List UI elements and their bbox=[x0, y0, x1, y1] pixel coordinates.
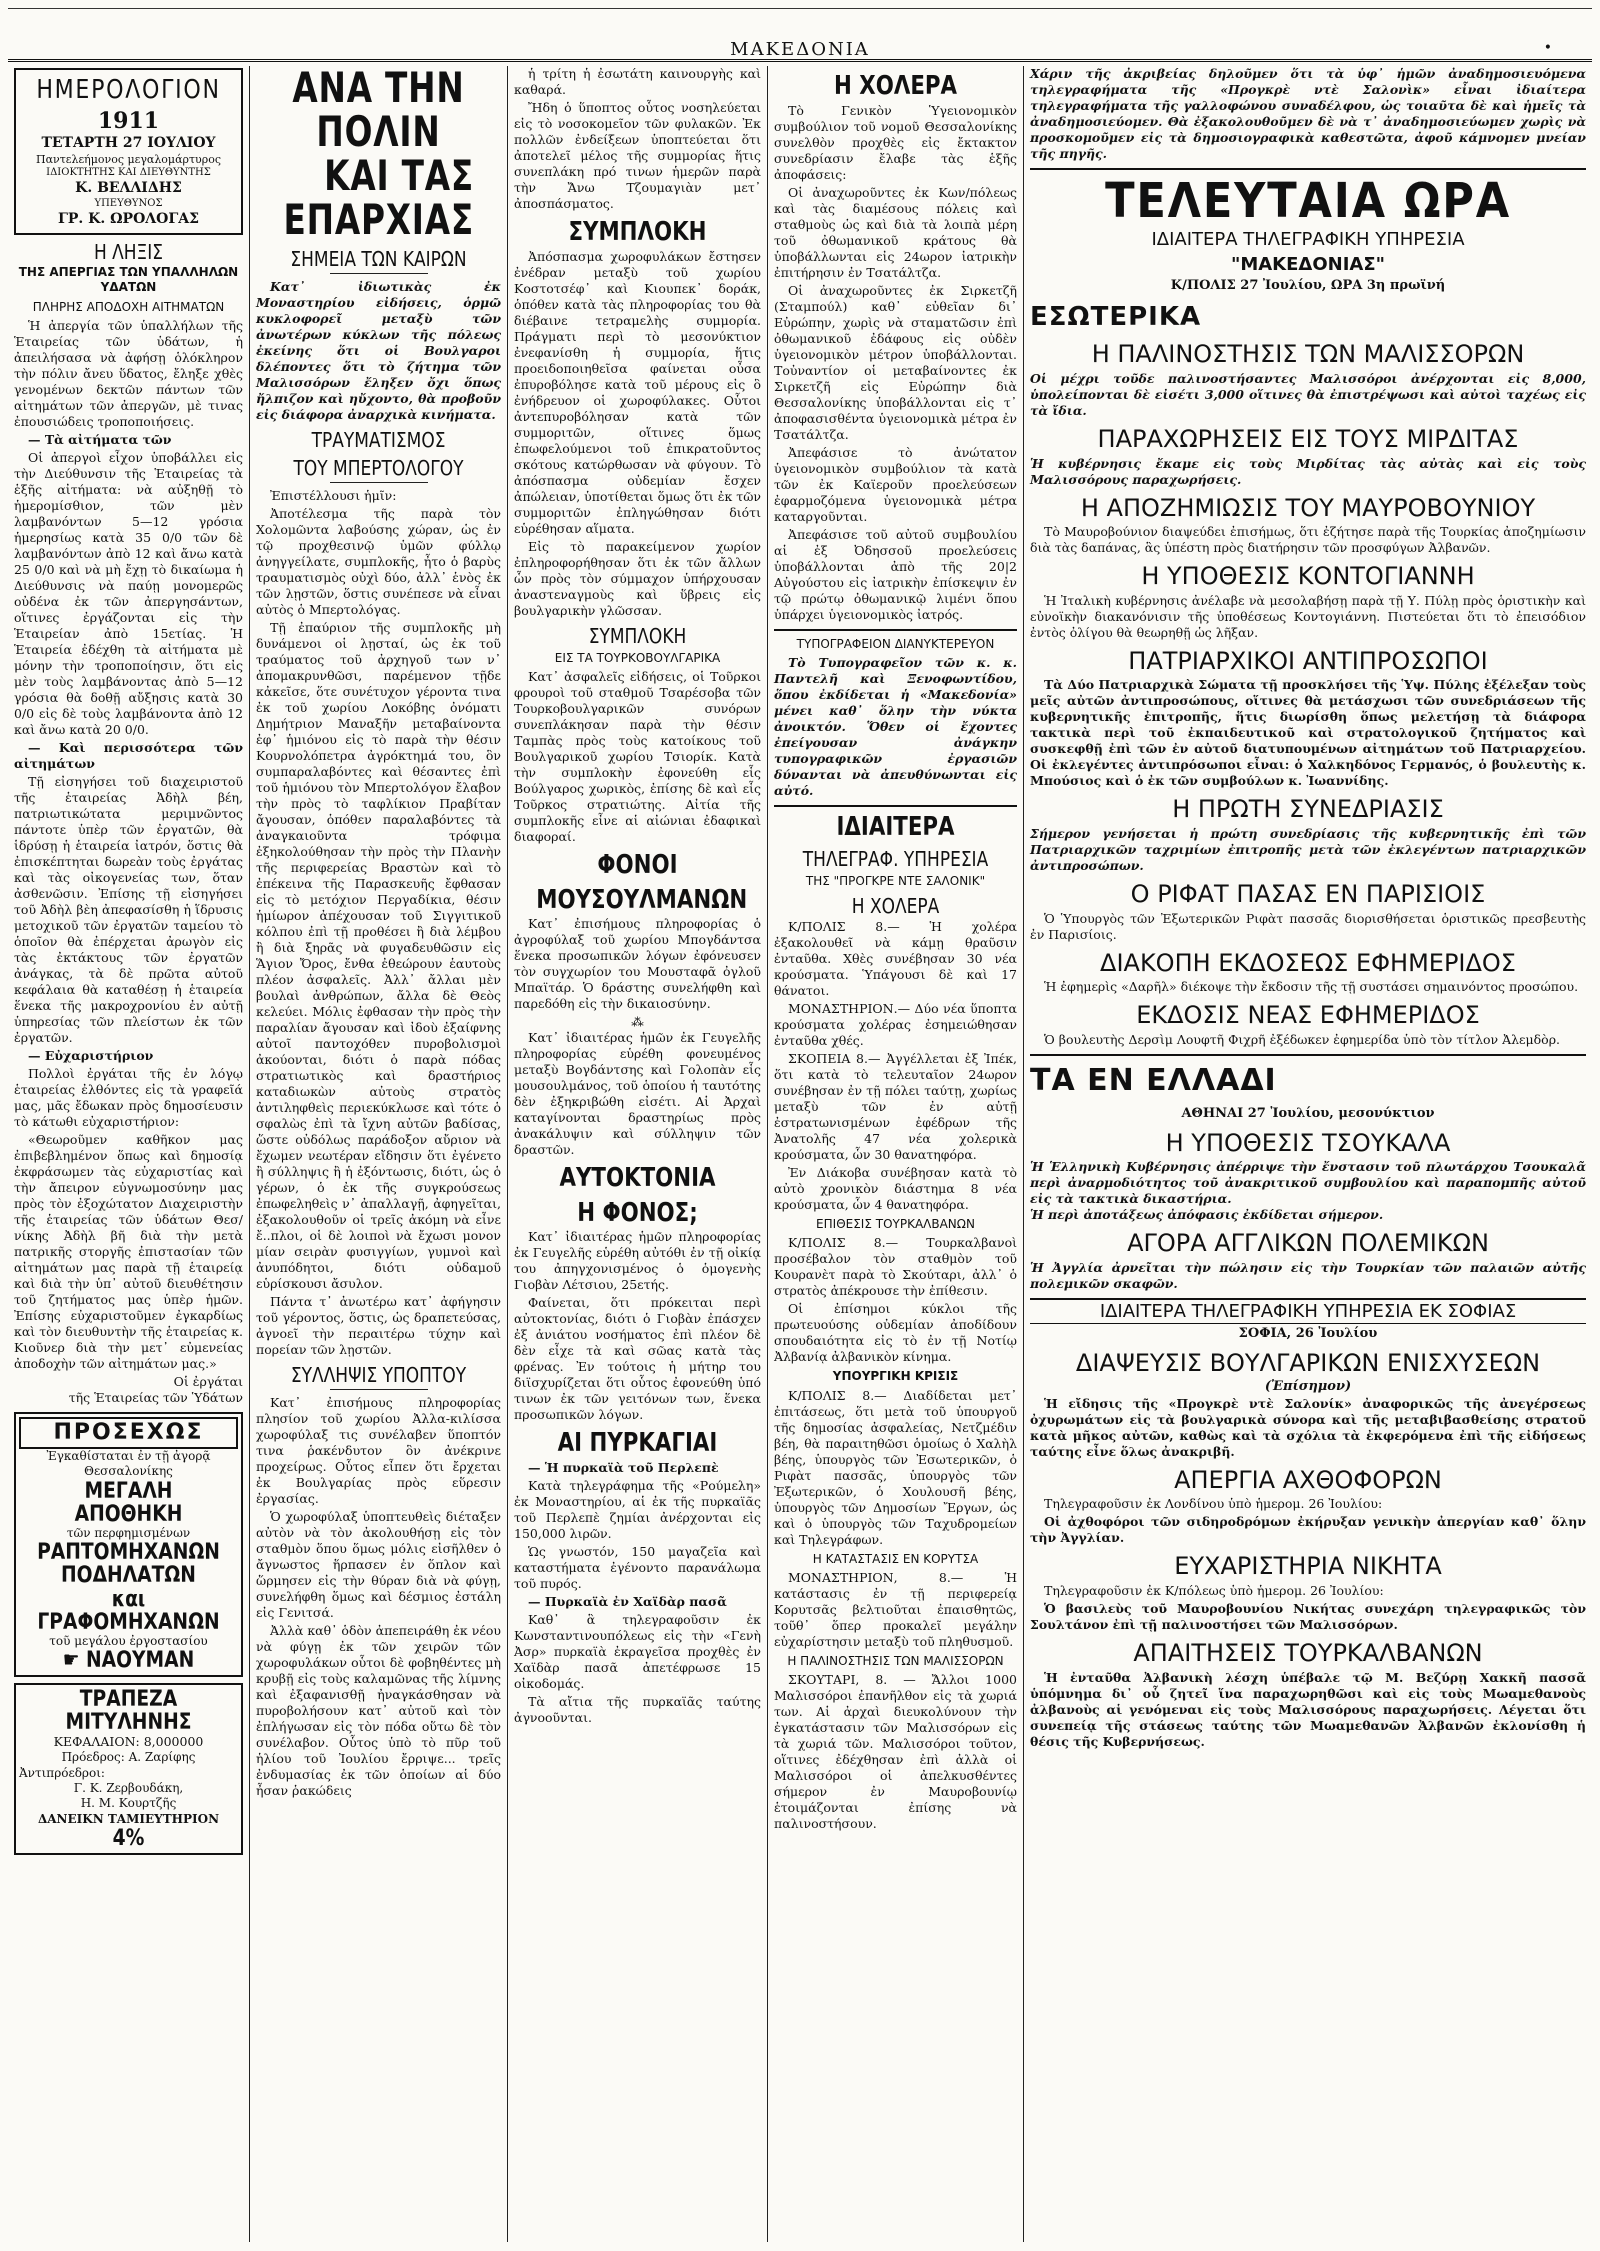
article-paragraph: Ἀλλὰ καθ᾿ ὁδὸν ἀπεπειράθη ἐκ νέου νὰ φύγῃ ἐκ τῶν χειρῶν τῶν χωροφυλάκων οὗτοι δὲ φοβηθέντες μὴ κρυβῇ εἰς τοὺς καλαμῶνας τῆς λίμνης καὶ ἐξαφανισθῇ ἠναγκάσθησαν νὰ πυροβολήσουν κατ᾿ αὐτοῦ καὶ τὸν ἐπλήγωσαν εἰς τὸν πόδα οὕτω δὲ τὸν συνέλαβον. Οὗτος ὑπὸ τὸ πῦρ τοῦ ἡλίου τοῦ Ἰουλίου ἔρριψε... τρεῖς ἐνδυμασίας ἐκ τῶν ὁποίων αἱ δύο ἦσαν ῥακώδεις bbox=[256, 1623, 501, 1799]
article-paragraph: Οἱ ἐπίσημοι κύκλοι τῆς πρωτευούσης οὐδεμίαν ἀποδίδουν σπουδαιότητα εἰς τὸ ἐν τῇ Νοτίῳ Ἀλβανίᾳ ἀλβανικὸν κίνημα. bbox=[774, 1301, 1017, 1365]
article-heading: ΕΥΧΑΡΙΣΤΗΡΙΑ ΝΙΚΗΤΑ bbox=[1174, 1552, 1442, 1581]
article-heading: ΙΔΙΑΙΤΕΡΑ bbox=[836, 811, 955, 842]
bank-advertisement bbox=[14, 1683, 243, 1855]
article-subheading: (Ἐπίσημον) bbox=[1264, 1379, 1352, 1395]
article-heading: ΤΟΥ ΜΠΕΡΤΟΛΟΓΟΥ bbox=[293, 456, 464, 481]
article-paragraph: Κατ᾿ ἰδιαιτέρας ἡμῶν ἐκ Γευγελῆς πληροφορίας εὑρέθη φονευμένος μεταξὺ Βογδάντσης καὶ Γολοπὰν εἷς μουσουλμάνος, τοῦ ὁποίου ἡ ταυτότης δὲν ἐξηκριβώθη εἰσέτι. Αἱ Ἀρχαὶ καταγίνονται δραστηρίως πρὸς ἀνακάλυψιν καὶ σύλληψιν τῶν δραστῶν. bbox=[514, 1030, 761, 1158]
article-paragraph: Κατὰ τηλεγράφημα τῆς «Ρούμελη» ἐκ Μοναστηρίου, αἱ ἐκ τῆς πυρκαϊᾶς τοῦ Περλεπὲ ζημίαι ἀνέρχονται εἰς 150,000 λιρῶν. bbox=[514, 1477, 761, 1541]
article-paragraph: ΜΟΝΑΣΤΗΡΙΟΝ, 8.— Ἡ κατάστασις ἐν τῇ περιφερείᾳ Κορυτσᾶς βελτιοῦται ἐπαισθητῶς, τοῦθ᾿ ὅπερ προκαλεῖ μεγάλην εὐχαρίστησιν μεταξὺ τοῦ πληθυσμοῦ. bbox=[774, 1569, 1017, 1649]
article-heading: ΠΑΡΑΧΩΡΗΣΕΙΣ ΕΙΣ ΤΟΥΣ ΜΙΡΔΙΤΑΣ bbox=[1097, 424, 1519, 453]
calendar-box bbox=[14, 68, 243, 235]
article-paragraph: Τὰ Δύο Πατριαρχικὰ Σώματα τῇ προσκλήσει τῆς Ὑψ. Πύλης ἐξέλεξαν τοὺς μεῖς αὐτῶν ἀντιπροσώπους, οἵτινες θὰ μετάσχωσι τῶν συνεδριάσεων τῆς κυβερνητικῆς ἐπιτροπῆς, ἥτις διωρίσθη ὅπως μελετήσῃ τὰ διάφορα τακτικὰ περὶ τοῦ ἐκπαιδευτικοῦ καὶ στρατολογικοῦ ζητήματος καὶ συσκεφθῇ ἐπὶ τῶν ἐν αὐτοῦ διατυπουμένων αἰτημάτων τοῦ Πατριαρχείου. Οἱ ἐκλεγέντες ἀντιπρόσωποι εἶναι: ὁ Χαλκηδόνος Γερμανός, ὁ βουλευτὴς κ. Μπούσιος καὶ ὁ ἐκ τῶν συμβούλων κ. Ἰωαννίδης. bbox=[1030, 677, 1586, 789]
column-1 bbox=[8, 66, 250, 2242]
article-heading: Η ΧΟΛΕΡΑ bbox=[833, 71, 958, 101]
calendar-saint: Παντελεήμονος μεγαλομάρτυρος bbox=[35, 153, 221, 167]
article-heading: Η ΧΟΛΕΡΑ bbox=[851, 893, 940, 918]
article-paragraph: Τὸ Τυπογραφεῖον τῶν κ. κ. Παντελῆ καὶ Ξενοφωντίδου, ὅπου ἐκδίδεται ἡ «Μακεδονία» μένει καθ᾿ ὅλην τὴν νύκτα ἀνοικτόν. Ὅθεν οἱ ἔχοντες ἐπείγουσαν ἀνάγκην τυπογραφικῶν ἐργασιῶν δύνανται νὰ ἀπευθύνωνται εἰς αὐτό. bbox=[774, 654, 1017, 798]
article-paragraph: Ἡ ἀπεργία τῶν ὑπαλλήλων τῆς Ἑταιρείας τῶν ὑδάτων, ἡ ἀπειλήσασα νὰ ἀφήσῃ ὁλόκληρον τὴν πόλιν ἄνευ ὕδατος, ἔληξε χθὲς γενομένων δεκτῶν πάντων τῶν αἰτημάτων τῶν ἀπεργῶν, μὲ τινας ἐπουσιώδεις τροποποιήσεις. bbox=[14, 317, 243, 429]
article-paragraph: Φαίνεται, ὅτι πρόκειται περὶ αὐτοκτονίας, διότι ὁ Γιοβὰν ἐπάσχεν ἐξ ἀνιάτου νοσήματος ἐπὶ πλέον δὲ δὲν εἶχε τὰ καὶ σῶας κατὰ τὰς φρένας. Ἐν τούτοις ἡ μήτηρ του διϊσχυρίζεται ὅτι οὗτος ἐφονεύθη ὑπό τινων ἐκ τῶν γειτόνων των, ἕνεκα προσωπικῶν λόγων. bbox=[514, 1295, 761, 1423]
section-subheading: — Εὐχαριστήριον bbox=[28, 1047, 154, 1063]
article-heading: ΜΟΥΣΟΥΛΜΑΝΩΝ bbox=[536, 884, 748, 915]
column-4 bbox=[768, 66, 1024, 2242]
bank-savings: ΔΑΝΕΙΚΝ ΤΑΜΙΕΥΤΗΡΙΟΝ bbox=[37, 1811, 220, 1826]
article-subheading: ΤΗΣ ΑΠΕΡΓΙΑΣ ΤΩΝ ΥΠΑΛΛΗΛΩΝ ΥΔΑΤΩΝ bbox=[18, 264, 239, 295]
ad-line: ☛ ΝΑΟΥΜΑΝ bbox=[62, 1648, 195, 1674]
ad-line: και ΓΡΑΦΟΜΗΧΑΝΩΝ bbox=[37, 1586, 220, 1635]
section-subheading: — Τὰ αἰτήματα τῶν bbox=[28, 431, 172, 447]
ad-heading: ΠΡΟΣΕΧΩΣ bbox=[19, 1417, 238, 1449]
article-paragraph: Κατ᾿ ἐπισήμους πληροφορίας πλησίον τοῦ χωρίου Ἀλλα-κιλίσσα χωροφύλαξ τις συνέλαβεν ὕποπτόν τινα ῥακένδυτον ὃν ἀνέκρινε προχείρως. Οὗτος εἶπεν ὅτι ἔρχεται ἐκ Βουλγαρίας πρὸς εὕρεσιν ἐργασίας. bbox=[256, 1395, 501, 1507]
divider bbox=[1030, 168, 1586, 170]
column-2 bbox=[250, 66, 508, 2242]
article-paragraph: ΜΟΝΑΣΤΗΡΙΟΝ.— Δύο νέα ὕποπτα κρούσματα χολέρας ἐσημειώθησαν ἐνταῦθα χθές. bbox=[774, 1000, 1017, 1048]
article-heading: ΕΠΙΘΕΣΙΣ ΤΟΥΡΚΑΛΒΑΝΩΝ bbox=[816, 1216, 975, 1231]
article-paragraph: Ἡ Ἰταλικὴ κυβέρνησις ἀνέλαβε νὰ μεσολαβήσῃ παρὰ τῇ Υ. Πύλῃ πρὸς ὁριστικὴν καὶ εὐνοϊκὴν διακανόνισιν τῆς ὑποθέσεως Κοντογιάννη. Πιστεύεται ὅτι τὸ ἐπεισόδιον ἐντὸς ὀλίγου θὰ θεωρηθῇ ὡς λῆξαν. bbox=[1030, 592, 1586, 640]
article-paragraph: Πάντα τ᾿ ἀνωτέρω κατ᾿ ἀφήγησιν τοῦ γέροντος, ὅστις, ὡς δραπετεύσας, ἀγνοεῖ τὴν περαιτέρω τύχην καὶ πορείαν τῶν λῃστῶν. bbox=[256, 1294, 501, 1358]
signature: τῆς Ἑταιρείας τῶν Ὑδάτων bbox=[68, 1389, 243, 1405]
article-heading: ΣΥΜΠΛΟΚΗ bbox=[588, 623, 687, 648]
article-heading: ΑΠΑΙΤΗΣΕΙΣ ΤΟΥΡΚΑΛΒΑΝΩΝ bbox=[1133, 1638, 1483, 1667]
article-heading: ΣΥΜΠΛΟΚΗ bbox=[568, 217, 707, 247]
corner-mark: • bbox=[1543, 40, 1552, 56]
ad-line: ΡΑΠΤΟΜΗΧΑΝΩΝ bbox=[37, 1540, 220, 1566]
article-heading: ΣΥΛΛΗΨΙΣ ΥΠΟΠΤΟΥ bbox=[290, 1363, 467, 1388]
article-paragraph: Σήμερον γενήσεται ἡ πρώτη συνεδρίασις τῆς κυβερνητικῆς ἐπὶ τῶν Πατριαρχικῶν ταχριμίων ἐπιτροπῆς μετὰ τῶν ἐκλεγέντων πατριαρχικῶν ἀντιπροσώπων. bbox=[1030, 825, 1586, 873]
article-heading: Η ΠΑΛΙΝΟΣΤΗΣΙΣ ΤΩΝ ΜΑΛΙΣΣΟΡΩΝ bbox=[1091, 340, 1525, 369]
article-paragraph: ΣΚΟΠΕΙΑ 8.— Ἀγγέλλεται ἐξ Ἰπέκ, ὅτι κατὰ τὸ τελευταῖον 24ωρον συνέβησαν ἐν τῇ πόλει ταύτῃ, χωρίως μεταξὺ τῶν ἐν αὐτῇ ἐστρατωνισμένων ἐφέδρων τῆς Ἀνατολῆς 47 νέα χολερικὰ κρούσματα, ὧν 30 θανατηφόρα. bbox=[774, 1050, 1017, 1162]
article-paragraph: Τὰ αἴτια τῆς πυρκαϊᾶς ταύτης ἀγνοοῦνται. bbox=[514, 1693, 761, 1725]
divider bbox=[1030, 1054, 1586, 1056]
separator-stars: ⁂ bbox=[631, 1014, 644, 1030]
article-paragraph: Ἐν Διάκοβα συνέβησαν κατὰ τὸ αὐτὸ χρονικὸν διάστημα 8 νέα κρούσματα, ὧν 4 θανατηφόρα. bbox=[774, 1164, 1017, 1212]
bank-vp-label: Ἀντιπρόεδροι: bbox=[19, 1765, 105, 1780]
article-heading: Ο ΡΙΦΑΤ ΠΑΣΑΣ ΕΝ ΠΑΡΙΣΙΟΙΣ bbox=[1130, 879, 1486, 908]
editorial-note: Χάριν τῆς ἀκριβείας δηλοῦμεν ὅτι τὰ ὑφ᾿ ἡμῶν ἀναδημοσιευόμενα τηλεγραφήματα τῆς «Προγκρὲ ντὲ Σαλονὶκ» εἶναι ἰδιαίτερα τηλεγραφήματα τῆς γαλλοφώνου συναδέλφου, ὡς τοιαῦτα δὲ καὶ ἡμεῖς τὰ ἀναδημοσιεύομεν. Θὰ ἐξακολουθοῦμεν δὲ νὰ τ᾿ ἀναδημοσιεύωμεν χωρὶς νὰ προσκομοῦμεν εἰς τὰ δημοσιογραφικὰ καθεστῶτα, ἀφοῦ κάμνομεν μνείαν τῆς πηγῆς. bbox=[1030, 66, 1586, 161]
divider bbox=[774, 629, 1017, 631]
article-paragraph: Ἡ Ἑλληνικὴ Κυβέρνησις ἀπέρριψε τὴν ἔνστασιν τοῦ πλωτάρχου Τσουκαλᾶ περὶ ἀναρμοδιότητος τοῦ ἀνακριτικοῦ συμβουλίου καὶ παραπομπῆς αὐτοῦ εἰς τὰ τακτικὰ δικαστήρια. bbox=[1030, 1159, 1586, 1207]
article-heading: Η ΥΠΟΘΕΣΙΣ ΤΣΟΥΚΑΛΑ bbox=[1165, 1128, 1451, 1157]
article-paragraph: Ὁ Ὑπουργὸς τῶν Ἐξωτερικῶν Ριφὰτ πασσᾶς διορισθήσεται ὁριστικῶς πρεσβευτὴς ἐν Παρισίοις. bbox=[1030, 910, 1586, 942]
article-paragraph: Ὡς γνωστόν, 150 μαγαζεῖα καὶ καταστήματα ἐγένοντο παρανάλωμα τοῦ πυρός. bbox=[514, 1543, 761, 1591]
bank-vp: Γ. Κ. Ζερβουδάκη, bbox=[73, 1781, 184, 1796]
divider bbox=[774, 805, 1017, 807]
article-heading: ΕΚΔΟΣΙΣ ΝΕΑΣ ΕΦΗΜΕΡΙΔΟΣ bbox=[1136, 1001, 1480, 1030]
bank-capital: ΚΕΦΑΛΑΙΟΝ: 8,000000 bbox=[53, 1734, 204, 1750]
bank-president: Πρόεδρος: Α. Ζαρίφης bbox=[61, 1750, 196, 1765]
article-paragraph: Κ/ΠΟΛΙΣ 8.— Διαδίδεται μετ᾿ ἐπιτάσεως, ὅτι μετὰ τοῦ ὑπουργοῦ τῆς δημοσίας ἀσφαλείας, Νετζμέδιν βέη, θὰ παραιτηθῶσι ὁμοίως ὁ Χαλὴλ βέης, ὑπουργὸς τῶν Ἐσωτερικῶν, ὁ Ριφὰτ πασσᾶς, ὑπουργὸς τῶν Ἐξωτερικῶν, ὁ Χουλουσῆ βέης, ὑπουργὸς τῶν Δημοσίων Ἔργων, ὡς καὶ ὁ ὑπουργὸς τῶν Ταχυδρομείων καὶ Τηλεγράφων. bbox=[774, 1387, 1017, 1547]
newspaper-title: ΜΑΚΕΔΟΝΙΑ bbox=[730, 39, 870, 60]
article-paragraph: Ἡ εἴδησις τῆς «Προγκρὲ ντὲ Σαλονίκ» ἀναφορικῶς τῆς ἀνεγέρσεως ὀχυρωμάτων εἰς τὰ βουλγαρικὰ σύνορα καὶ τῆς μεταβιβασθείσης στρατοῦ κατὰ μῆκος αὐτῶν, καθὼς καὶ τὰ σχόλια τὰ ἐκφερόμενα ἐπὶ τῆς εἰδήσεως ταύτης εἶνε ὅλως ἀνακριβῆ. bbox=[1030, 1395, 1586, 1459]
responsible-name: ΓΡ. Κ. ΩΡΟΛΟΓΑΣ bbox=[57, 210, 200, 227]
article-paragraph: Εἰς τὸ παρακείμενον χωρίον ἐπληροφορήθησαν ὅτι ἐκ τῶν ἄλλων ὧν πρὸς τὸν σύμμαχον ὑπήρχουσαν ἀναστεναγμοὺς καὶ ὕβρεις εἰς βουλγαρικὴν γλῶσσαν. bbox=[514, 538, 761, 618]
article-heading: ΣΗΜΕΙΑ ΤΩΝ ΚΑΙΡΩΝ bbox=[290, 247, 467, 272]
ad-line: ΜΕΓΑΛΗ ΑΠΟΘΗΚΗ bbox=[74, 1478, 183, 1527]
article-paragraph: Ἡ ἐνταῦθα Ἀλβανικὴ λέσχη ὑπέβαλε τῷ Μ. Βεζύρῃ Χακκῆ πασσᾶ ὑπόμνημα δι᾿ οὗ ζητεῖ ἵνα παραχωρηθῶσι καὶ εἰς τοὺς Μωαμεθανοὺς ἀλβανοὺς αἱ γενόμεναι εἰς τοὺς Μαλισσόρους παραχωρήσεις. Λέγεται ὅτι συνεπείᾳ τῆς στάσεως ταύτης τῶν Μωαμεθανῶν Ἀλβανῶν ἐκλονίσθη ἡ θέσις τῆς Κυβερνήσεως. bbox=[1030, 1669, 1586, 1749]
article-heading: ΔΙΑΚΟΠΗ ΕΚΔΟΣΕΩΣ ΕΦΗΜΕΡΙΔΟΣ bbox=[1100, 948, 1516, 977]
article-paragraph: Οἱ ἀναχωροῦντες ἐκ Κων/πόλεως καὶ τὰς διαμέσους πόλεις καὶ σταθμοὺς ὡς καὶ διὰ τὰ λοιπὰ μέρη τοῦ ὀθωμανικοῦ κράτους θὰ ὑποβάλλωνται εἰς 24ωρον ἰατρικὴν ἐπιτήρησιν ἐν Τσατάλτζα. bbox=[774, 184, 1017, 280]
article-heading: ΑΥΤΟΚΤΟΝΙΑ bbox=[559, 1163, 716, 1194]
article-paragraph: Τῇ εἰσηγήσει τοῦ διαχειριστοῦ τῆς ἑταιρείας Ἀδὴλ βέη, πατριωτικώτατα μεριμνῶντος πάντοτε ὑπὲρ τῶν ἐργατῶν, θὰ ἱδρύσῃ ἡ ἑταιρεία ἰατρόν, ὅστις θὰ ἐπισκέπτηται δωρεὰν τοὺς ἐργάτας καὶ τὰς οἰκογενείας των, ὅταν ἀσθενῶσιν. Ἐπίσης τῇ εἰσηγήσει τοῦ Ἀδὴλ βὲη ἀπεφασίσθη ἡ ἵδρυσις μετοχικοῦ τῶν ἐργατῶν ταμείου τὸ ὁποῖον θὰ ἐπέρχεται ἀρωγὸν εἰς τὰς ἐκτάκτους τῶν ἐργατῶν ἀνάγκας, τὰ δὲ πρῶτα αὐτοῦ κεφάλαια θὰ καταθέσῃ ἡ ἑταιρεία ἕνεκα τῆς μακροχρονίου ἐν αὐτῇ ὑπηρεσίας τῶν πλείστων ἐκ τῶν ἐργατῶν. bbox=[14, 773, 243, 1045]
section-subheading: — Ἡ πυρκαϊὰ τοῦ Περλεπὲ bbox=[528, 1459, 719, 1475]
article-heading: ΤΥΠΟΓΡΑΦΕΙΟΝ ΔΙΑΝΥΚΤΕΡΕΥΟΝ bbox=[796, 636, 995, 651]
article-paragraph: ΣΚΟΥΤΑΡΙ, 8. — Ἄλλοι 1000 Μαλισσόροι ἐπανῆλθον εἰς τὰ χωριά των. Αἱ ἀρχαὶ διευκολύνουν τὴν ἐγκατάστασιν τῶν Μαλισσόρων εἰς τὰ χωριά τῶν. Μαλισσόροι τοῦτον, οἵτινες ἐδέχθησαν ἐπὶ ἀλλὰ οἱ Μαλισσόροι οἱ ἀπελκυσθέντες σήμερον ἐν Μαυροβουνίῳ ἑτοιμάζονται ἐπίσης νὰ παλινοστήσουν. bbox=[774, 1672, 1017, 1832]
article-heading: ΠΑΤΡΙΑΡΧΙΚΟΙ ΑΝΤΙΠΡΟΣΩΠΟΙ bbox=[1128, 646, 1488, 675]
column-3 bbox=[508, 66, 768, 2242]
section-heading: ΤΑ ΕΝ ΕΛΛΑΔΙ bbox=[1030, 1062, 1277, 1098]
article-paragraph: Ἐπιστέλλουσι ἡμῖν: bbox=[270, 488, 397, 504]
article-paragraph: Κ/ΠΟΛΙΣ 8.— Ἡ χολέρα ἐξακολουθεῖ νὰ κάμῃ θραῦσιν ἐνταῦθα. Χθὲς συνέβησαν 30 νέα κρούσματα. Ὑπάγουσι δὲ καὶ 17 θάνατοι. bbox=[774, 918, 1017, 998]
dateline: ΣΟΦΙΑ, 26 Ἰουλίου bbox=[1238, 1325, 1378, 1341]
section-subheading: — Καὶ περισσότερα τῶν αἰτημάτων bbox=[14, 739, 243, 771]
top-rule bbox=[8, 8, 1592, 9]
signature: Οἱ ἐργάται bbox=[173, 1373, 243, 1389]
owner-name: Κ. ΒΕΛΛΙΔΗΣ bbox=[75, 180, 182, 197]
owner-label: ΙΔΙΟΚΤΗΤΗΣ ΚΑΙ ΔΙΕΥΘΥΝΤΗΣ bbox=[46, 167, 211, 179]
article-subheading: ΠΛΗΡΗΣ ΑΠΟΔΟΧΗ ΑΙΤΗΜΑΤΩΝ bbox=[32, 299, 225, 314]
bank-vp: Η. Μ. Κουρτζῆς bbox=[80, 1796, 177, 1811]
article-paragraph: Κατ᾿ ἐπισήμους πληροφορίας ὁ ἀγροφύλαξ τοῦ χωρίου Μπογδάντσα ἕνεκα προσωπικῶν λόγων ἐφόνευσεν τὸν συγχωρίον του Μουσταφᾶ ὀγλοῦ Μπαϊτάρ. Ὁ δράστης συνελήφθη καὶ παρεδόθη εἰς τὴν δικαιοσύνην. bbox=[514, 916, 761, 1012]
calendar-year: 1911 bbox=[97, 108, 160, 135]
section-heading: ΕΣΩΤΕΡΙΚΑ bbox=[1030, 302, 1202, 333]
article-paragraph: Οἱ ἀχθοφόροι τῶν σιδηροδρόμων ἐκήρυξαν γενικὴν ἀπεργίαν καθ᾿ ὅλην τὴν Ἀγγλίαν. bbox=[1030, 1514, 1586, 1546]
article-heading: ΔΙΑΨΕΥΣΙΣ ΒΟΥΛΓΑΡΙΚΩΝ ΕΝΙΣΧΥΣΕΩΝ bbox=[1075, 1348, 1541, 1377]
article-subheading: ΕΙΣ ΤΑ ΤΟΥΡΚΟΒΟΥΛΓΑΡΙΚΑ bbox=[554, 650, 721, 665]
article-heading: ΥΠΟΥΡΓΙΚΗ ΚΡΙΣΙΣ bbox=[832, 1369, 959, 1384]
article-paragraph: Ὁ χωροφύλαξ ὑποπτευθεὶς διέταξεν αὐτὸν νὰ τὸν ἀκολουθήσῃ εἰς τὸν σταθμὸν ὅπου ὅμως μόλις εἰσῆλθεν ὁ ἄγνωστος ἥρπασεν ἐν ὅπλον καὶ ὥρμησεν εἰς τὴν θύραν διὰ νὰ φύγῃ, συνελήφθη ὅμως καὶ δέσμιος ἐστάλη εἰς Γενιτσά. bbox=[256, 1509, 501, 1621]
article-heading: ΤΗΛΕΓΡΑΦ. ΥΠΗΡΕΣΙΑ bbox=[802, 846, 989, 871]
article-paragraph: Ἀπεφάσισε τοῦ αὐτοῦ συμβουλίου αἱ ἐξ Ὀδησσοῦ προελεύσεις ὑποβάλλονται ἀπὸ τῆς 20|2 Αὐγούστου εἰς ἰατρικὴν ἐπίσκεψιν ἐν τῷ πρώτῳ ὀθωμανικῷ λιμένι ὅπου ὑπάρχει ὑγειονομικὸς ἰατρός. bbox=[774, 526, 1017, 622]
article-paragraph: Οἱ ἀναχωροῦντες ἐκ Σιρκετζῆ (Σταμπούλ) καθ᾿ εὐθεῖαν δι᾿ Εὐρώπην, χωρὶς νὰ σταματῶσιν ἐπὶ ὀθωμανικοῦ ἐδάφους εἰς οὐδὲν ὑγειονομικὸν μέτρον ὑποβάλλονται. Τοὐναντίον οἱ μεταβαίνοντες ἐκ Σιρκετζῆ εἰς Εὐρώπην διὰ Θεσσαλονίκης ὑποβάλλονται εἰς τ᾿ ἀποφασισθέντα ὑγειονομικὰ μέτρα ἐν Τσατάλτζα. bbox=[774, 282, 1017, 442]
article-paragraph: Ἀποτέλεσμα τῆς παρὰ τὸν Χολομῶντα λαβούσης χώραν, ὡς ἐν τῷ προχθεσινῷ ὑμῶν φύλλῳ ἀνηγγείλατε, συμπλοκῆς, ἦτο ὁ βαρὺς τραυματισμὸς οὐχὶ δύο, ἀλλ᾿ ἑνὸς ἐκ τῶν λῃστῶν, ὅστις συνέπεσε νὰ εἶναι αὐτὸς ὁ Μπερτολόγας. bbox=[256, 506, 501, 618]
article-paragraph: Κατ᾿ ἰδιαιτέρας ἡμῶν πληροφορίας ἐκ Γευγελῆς εὑρέθη αὐτόθι ἐν τῇ οἰκίᾳ του ἀπηγχονισμένος ὁ ὁμογενὴς Γιοβὰν Λέτσιου, 25ετής. bbox=[514, 1229, 761, 1293]
article-paragraph: Πολλοὶ ἐργάται τῆς ἐν λόγῳ ἑταιρείας ἐλθόντες εἰς τὰ γραφεῖά μας, μᾶς ἔδωκαν πρὸς δημοσίευσιν τὸ κάτωθι εὐχαριστήριον: bbox=[14, 1065, 243, 1129]
article-paragraph: Ἡ κυβέρνησις ἔκαμε εἰς τοὺς Μιρδίτας τὰς αὐτὰς καὶ εἰς τοὺς Μαλισσόρους παραχωρήσεις. bbox=[1030, 455, 1586, 487]
bank-name: ΤΡΑΠΕΖΑ ΜΙΤΥΛΗΝΗΣ bbox=[65, 1687, 192, 1736]
dateline: Κ/ΠΟΛΙΣ 27 Ἰουλίου, ΩΡΑ 3η πρωϊνή bbox=[1170, 278, 1446, 294]
article-heading: ΑΙ ΠΥΡΚΑΓΙΑΙ bbox=[557, 1428, 718, 1459]
section-subheading: ΙΔΙΑΙΤΕΡΑ ΤΗΛΕΓΡΑΦΙΚΗ ΥΠΗΡΕΣΙΑ bbox=[1151, 229, 1465, 251]
dateline: ΑΘΗΝΑΙ 27 Ἰουλίου, μεσονύκτιον bbox=[1181, 1106, 1435, 1122]
article-paragraph: Οἱ ἀπεργοὶ εἶχον ὑποβάλλει εἰς τὴν Διεύθυνσιν τῆς Ἑταιρείας τὰ ἑξῆς αἰτήματα: νὰ αὐξηθῇ τὸ ἡμερομίσθιον, τῶν μὲν λαμβανόντων 5—12 γρόσια ἡμερησίως κατὰ 35 0/0 τῶν δὲ λαμβανόντων ἀπὸ 12 καὶ ἄνω κατὰ 25 0/0 καὶ νὰ μὴ ἔχῃ τὸ δικαίωμα ἡ Διεύθυνσις νὰ παύῃ μονομερῶς οὐδένα ἐκ τῶν ἀπεργησάντων, οἵτινες ἐργάζονται εἰς τὴν Ἑταιρείαν ἀπὸ 15ετίας. Ἡ Ἑταιρεία ἐδέχθη τὰ αἰτήματα μὲ μόνην τὴν τροποποίησιν, ὅτι εἰς μὲν τοὺς λαμβάνοντας ἀπὸ 5—12 γρόσια θὰ δοθῇ αὔξησις κατὰ 30 0/0 εἰς δὲ τοὺς λαμβάνοντα ἀπὸ 12 καὶ ἄνω κατὰ 20 0/0. bbox=[14, 449, 243, 737]
section-subheading: "ΜΑΚΕΔΟΝΙΑΣ" bbox=[1230, 254, 1386, 276]
article-paragraph: Τὸ Γενικὸν Ὑγειονομικὸν συμβούλιον τοῦ νομοῦ Θεσσαλονίκης συνελθὸν προχθὲς εἰς ἔκτακτον συνεδρίασιν ἔλαβε τὰς ἑξῆς ἀποφάσεις: bbox=[774, 102, 1017, 182]
ad-line: ΠΟΔΗΛΑΤΩΝ bbox=[61, 1563, 196, 1589]
divider bbox=[330, 482, 428, 483]
responsible-label: ΥΠΕΥΘΥΝΟΣ bbox=[94, 198, 163, 210]
bank-rate: 4% bbox=[112, 1826, 145, 1852]
article-paragraph: Τὸ Μαυροβούνιον διαψεύδει ἐπισήμως, ὅτι ἐζήτησε παρὰ τῆς Τουρκίας ἀποζημίωσιν διὰ τὰς δαπάνας, ἃς ὑπέστη πρὸς διατήρησιν τῶν προσφύγων Ἀλβανῶν. bbox=[1030, 524, 1586, 556]
article-paragraph: Ἤδη ὁ ὕποπτος οὗτος νοσηλεύεται εἰς τὸ νοσοκομεῖον τῶν φυλακῶν. Ἐκ πολλῶν ἐνδείξεων ὑποπτεύεται ὅτι ἀποτελεῖ μέλος τῆς συμμορίας ἥτις συνεπλάκη πρό τινων ἡμερῶν παρὰ τὴν Ἄνω Τζουμαγιὰν μετ᾿ ἀποσπάσματος. bbox=[514, 100, 761, 211]
article-paragraph: Ἡ περὶ ἀποτάξεως ἀπόφασις ἐκδίδεται σήμερον. bbox=[1030, 1207, 1384, 1223]
columns bbox=[8, 62, 1592, 2242]
article-paragraph: Ἀπεφάσισε τὸ ἀνώτατον ὑγειονομικὸν συμβούλιον τὰ κατὰ τῶν ἐκ Καϊεροῦν προελεύσεων ἐφαρμοζόμενα ὑγειονομικὰ μέτρα καταργοῦνται. bbox=[774, 444, 1017, 524]
section-headline: ΤΕΛΕΥΤΑΙΑ ΩΡΑ bbox=[1105, 173, 1511, 229]
article-heading: Η ΠΡΩΤΗ ΣΥΝΕΔΡΙΑΣΙΣ bbox=[1172, 795, 1444, 824]
article-heading: Η ΚΑΤΑΣΤΑΣΙΣ ΕΝ ΚΟΡΥΤΣΑ bbox=[812, 1551, 979, 1566]
section-headline: ΚΑΙ ΤΑΣ ΕΠΑΡΧΙΑΣ bbox=[283, 151, 475, 245]
masthead bbox=[8, 0, 1592, 62]
article-paragraph: ἡ τρίτη ἡ ἐσωτάτη καινουργὴς καὶ καθαρά. bbox=[514, 66, 761, 97]
article-paragraph: «Θεωροῦμεν καθῆκον μας ἐπιβεβλημένον ὅπως καὶ δημοσίᾳ ἐκφράσωμεν τὰς εὐχαριστίας καὶ τὴν ἄπειρον εὐγνωμοσύνην μας πρὸς τὸν ἐξοχώτατον Διαχειριστὴν τῆς ἑταιρείας τῶν ὑδάτων Θεσ/νίκης Ἀδὴλ βῆ διὰ τὴν μετὰ πατρικῆς στοργῆς ἐπιστασίαν τῶν αἰτημάτων μας παρὰ τῇ ἑταιρείᾳ καὶ διὰ τὴν ὑπ᾿ αὐτοῦ διευθέτησιν τοῦ ζητήματος μας ὑπὲρ ἡμῶν. Ἐπίσης εὐχαριστοῦμεν ἐγκαρδίως καὶ τὸν διευθυντὴν τῆς ἑταιρείας κ. Κιοῦνερ διὰ τὴν μετ᾿ εὐμενείας ἀποδοχὴν τῶν αἰτημάτων μας.» bbox=[14, 1131, 243, 1371]
article-subheading: ΤΗΣ "ΠΡΟΓΚΡΕ ΝΤΕ ΣΑΛΟΝΙΚ" bbox=[805, 873, 986, 888]
divider bbox=[330, 1389, 428, 1390]
article-paragraph: Ἡ Ἀγγλία ἀρνεῖται τὴν πώλησιν εἰς τὴν Τουρκίαν τῶν παλαιῶν αὐτῆς πολεμικῶν σκαφῶν. bbox=[1030, 1259, 1586, 1291]
article-heading: ΤΡΑΥΜΑΤΙΣΜΟΣ bbox=[311, 428, 446, 453]
section-subheading: — Πυρκαϊὰ ἐν Χαϊδὰρ πασᾶ bbox=[528, 1593, 727, 1609]
section-subheading: ΙΔΙΑΙΤΕΡΑ ΤΗΛΕΓΡΑΦΙΚΗ ΥΠΗΡΕΣΙΑ ΕΚ ΣΟΦΙΑΣ bbox=[1030, 1298, 1586, 1324]
column-5 bbox=[1024, 66, 1592, 2242]
ad-line: τῶν περφημισμένων bbox=[66, 1525, 191, 1540]
ad-line: τοῦ μεγάλου ἐργοστασίου bbox=[49, 1633, 208, 1648]
article-paragraph: Κ/ΠΟΛΙΣ 8.— Τουρκαλβανοὶ προσέβαλον τὸν σταθμὸν τοῦ Κουρανὲτ παρὰ τὸ Σκούταρι, ἀλλ᾿ ὁ στρατὸς ἀπέκρουσε τὴν ἐπίθεσιν. bbox=[774, 1235, 1017, 1299]
article-paragraph: Κατ᾿ ἰδιωτικὰς ἐκ Μοναστηρίου εἰδήσεις, ὁρμῶ κυκλοφορεῖ μεταξὺ τῶν ἀνωτέρων κύκλων τῆς πόλεως ἐκείνης ὅτι οἱ Βουλγαροι δλέποντες ὅτι τὸ ζήτημα τῶν Μαλισσόρων ἔληξεν ὄχι ὅπως ἤλπιζον καὶ ηὔχοντο, θὰ προβοῦν εἰς διάφορα ἀναρχικὰ κινήματα. bbox=[256, 279, 501, 423]
article-heading: Η ΑΠΟΖΗΜΙΩΣΙΣ ΤΟΥ ΜΑΥΡΟΒΟΥΝΙΟΥ bbox=[1080, 493, 1536, 522]
article-paragraph: Καθ᾿ ἃ τηλεγραφοῦσιν ἐκ Κωνσταντινουπόλεως εἰς τὴν «Γενὴ Ἀσρ» πυρκαϊὰ ἐκραγεῖσα προχθὲς ἐν Χαϊδὰρ πασᾶ ἀπετέφρωσε 15 οἰκοδομάς. bbox=[514, 1611, 761, 1691]
article-heading: Η ΛΗΞΙΣ bbox=[93, 239, 164, 264]
article-heading: Η ΠΑΛΙΝΟΣΤΗΣΙΣ ΤΩΝ ΜΑΛΙΣΣΟΡΩΝ bbox=[787, 1653, 1004, 1668]
calendar-title: ΗΜΕΡΟΛΟΓΙΟΝ bbox=[36, 75, 221, 105]
article-paragraph: Τηλεγραφοῦσιν ἐκ Κ/πόλεως ὑπὸ ἡμερομ. 26 Ἰουλίου: bbox=[1044, 1582, 1384, 1598]
article-heading: ΑΓΟΡΑ ΑΓΓΛΙΚΩΝ ΠΟΛΕΜΙΚΩΝ bbox=[1127, 1229, 1489, 1258]
article-paragraph: Κατ᾿ ἀσφαλεῖς εἰδήσεις, οἱ Τοῦρκοι φρουροὶ τοῦ σταθμοῦ Τσαρέσοβα τῶν Τουρκοβουλγαρικῶν συνόρων συνεπλάκησαν παρὰ τὴν θέσιν Ταμπὰς πρὸς τοὺς κατοίκους τοῦ Βουλγαρικοῦ χωρίου Τσιορίκ. Κατὰ τὴν συμπλοκὴν ἐφονεύθη εἷς Βούλγαρος χωρικὸς, ἐπίσης δὲ καὶ εἷς Τοῦρκος στρατιώτης. Αἰτία τῆς συμπλοκῆς εἶνε αἱ αἰώνιαι ἐδαφικαὶ διαφοραί. bbox=[514, 668, 761, 844]
article-heading: ΑΠΕΡΓΙΑ ΑΧΘΟΦΟΡΩΝ bbox=[1174, 1465, 1442, 1494]
calendar-day: ΤΕΤΑΡΤΗ 27 ΙΟΥΛΙΟΥ bbox=[41, 135, 216, 152]
article-paragraph: Ὁ βασιλεὺς τοῦ Μαυροβουνίου Νικήτας συνεχάρη τηλεγραφικῶς τὸν Σουλτάνον ἐπὶ τῇ παλινοστήσει τῶν Μαλισσόρων. bbox=[1030, 1600, 1586, 1632]
article-paragraph: Ἡ ἐφημερὶς «Δαρῆλ» διέκοψε τὴν ἔκδοσιν τῆς τῇ συστάσει σημαινόντος προσώπου. bbox=[1044, 979, 1579, 995]
section-headline: ΑΝΑ ΤΗΝ ΠΟΛΙΝ bbox=[292, 66, 465, 157]
advertisement bbox=[14, 1412, 243, 1677]
article-paragraph: Τηλεγραφοῦσιν ἐκ Λονδίνου ὑπὸ ἡμερομ. 26 Ἰουλίου: bbox=[1044, 1496, 1383, 1512]
article-heading: Η ΥΠΟΘΕΣΙΣ ΚΟΝΤΟΓΙΑΝΝΗ bbox=[1141, 562, 1475, 591]
divider bbox=[330, 273, 428, 274]
article-paragraph: Οἱ μέχρι τοῦδε παλινοστήσαντες Μαλισσόροι ἀνέρχονται εἰς 8,000, ὑπολείπονται δὲ εἰσέτι 3,000 οἵτινες θὰ ἐπιστρέψωσι καὶ αὐτοὶ ταχέως εἰς τὰ ἴδια. bbox=[1030, 370, 1586, 418]
ad-line: Ἐγκαθίσταται ἐν τῇ ἀγορᾷ Θεσσαλονίκης bbox=[46, 1449, 211, 1479]
article-paragraph: Ἀπόσπασμα χωροφυλάκων ἔστησεν ἐνέδραν μεταξὺ τοῦ χωρίου Κοστοτσέφ᾿ καὶ Κιουπεκ᾿ δοράκ, ὁπόθεν κατὰ τὰς πληροφορίας του θὰ διέβαινε τετραμελὴς συμμορία. Πράγματι περὶ τὸ μεσονύκτιον ἐνεφανίσθη ἡ συμμορία, ἥτις προειδοποιηθεῖσα φαίνεται οὖσα ἐπυροβόλησε κατὰ τοῦ μέρους εἰς ὃ ἐνήδρευον οἱ χωροφύλακες. Οὗτοι ἀντεπυροβόλησαν κατὰ τῶν συμμοριτῶν, οἵτινες ὅμως ἐπωφελούμενοι τοῦ ἐπικρατοῦντος σκότους κατώρθωσαν νὰ φύγουν. Τὸ ἀπόσπασμα οὐδεμίαν ἔσχεν ἀπώλειαν, ὑποτίθεται ὅμως ὅτι ἐκ τῶν συμμοριτῶν ἐπληγώθησαν διότι εὑρέθησαν αἵματα. bbox=[514, 248, 761, 536]
article-paragraph: Ὁ βουλευτὴς Δερσὶμ Λουφτῆ Φιχρῆ ἐξέδωκεν ἐφημερίδα ὑπὸ τὸν τίτλον Ἀλεμδὸρ. bbox=[1044, 1031, 1561, 1047]
article-heading: ΦΟΝΟΙ bbox=[597, 849, 678, 880]
article-paragraph: Τῇ ἐπαύριον τῆς συμπλοκῆς μὴ δυνάμενοι οἱ λῃσταί, ὡς ἐκ τοῦ τραύματος τοῦ ἀρχηγοῦ των ν᾿ ἀπομακρυνθῶσι, παρέμενον τῇδε κἀκεῖσε, ὅτε συνέτυχον γέροντα τινα ἐκ τοῦ χωρίου Λοκόβης ὀνόματι Δημήτριον Μαναξῆν μεταβαίνοντα ἐφ᾿ ἡμιόνου εἰς τὸ παρὰ τὴν θέσιν Κουρνολόπετρα ἀγρόκτημά του, ὃν συμπαραλαβόντες καὶ θέσαντες ἐπὶ τοῦ ἡμιόνου τὸν Μπερτολόγον ἔλαβον τὴν πρὸς τὸ ταφλίκιον Πραβίταν ἄγουσαν, ὁπόθεν παραλαβόντες τὰ ἀναγκαιοῦντα τρόφιμα ἐξηκολούθησαν τὴν πρὸς τὴν Πλανὴν τῆς περιφερείας Βραστὼν καὶ τὸ ἐπέκεινα τῆς Παρασκευῆς ἔφθασαν εἰς τὸ μετόχιον Περγαδίκια, θέσιν ἡμίωρον ἀπέχουσαν τοῦ Σιγγιτικοῦ κόλπου ἐπὶ τῇ προθέσει ἢ διὰ λέμβου ἢ διὰ ξηρᾶς νὰ φυγαδευθῶσιν εἰς Ἅγιον Ὄρος, ἔνθα ἐθεώρουν ἑαυτοὺς πλέον ἀσφαλεῖς. Ἀλλ᾿ ἄλλαι μὲν βουλαὶ ἀνθρώπων, ἄλλα δὲ Θεὸς κελεύει. Μόλις ἐφθασαν τὴν πρὸς τὴν παραλίαν ἄγουσαν καὶ ἰδοὺ ἐξαίφνης αὐτοῖ παντοχόθεν πυροβολισμοὶ ἀκούονται, διότι ὁ παρὰ πόδας στρατιωτικὸς καὶ δραστήριος καταδιωκὼν αὐτοὺς στρατὸς ἀντιληφθεὶς περιεκύκλωσε καὶ τότε ὁ σφαλὼς ἐπὶ τὰ ἴχνη αὐτῶν βαδίσας, ὥστε οὐδόλως παράδοξον αὔριον νὰ ἔχωμεν νεωτέραν εἴδησιν ὅτι ἐγένετο ἢ σύλληψις ἢ ἡ ἐξόντωσις, διότι, ὡς ὁ γέρων, ὁ ἐκ τῆς συγκρούσεως ἐπωφεληθεὶς ν᾿ ἀπαλλαγῇ, ἀφηγεῖται, ἐξακολουθοῦν οἱ τρεῖς ἀκόμη νὰ εἶνε ἔ..πλοι, οἱ δὲ λοιποὶ νὰ ἔχωσι μονον μίαν σειρὰν φυσιγγίων, γυμνοὶ καὶ ἀνυπόδητοι, διότι οὐδαμοῦ εὑρίσκουσι ἄσυλον. bbox=[256, 620, 501, 1292]
article-heading: Η ΦΟΝΟΣ; bbox=[577, 1197, 698, 1228]
